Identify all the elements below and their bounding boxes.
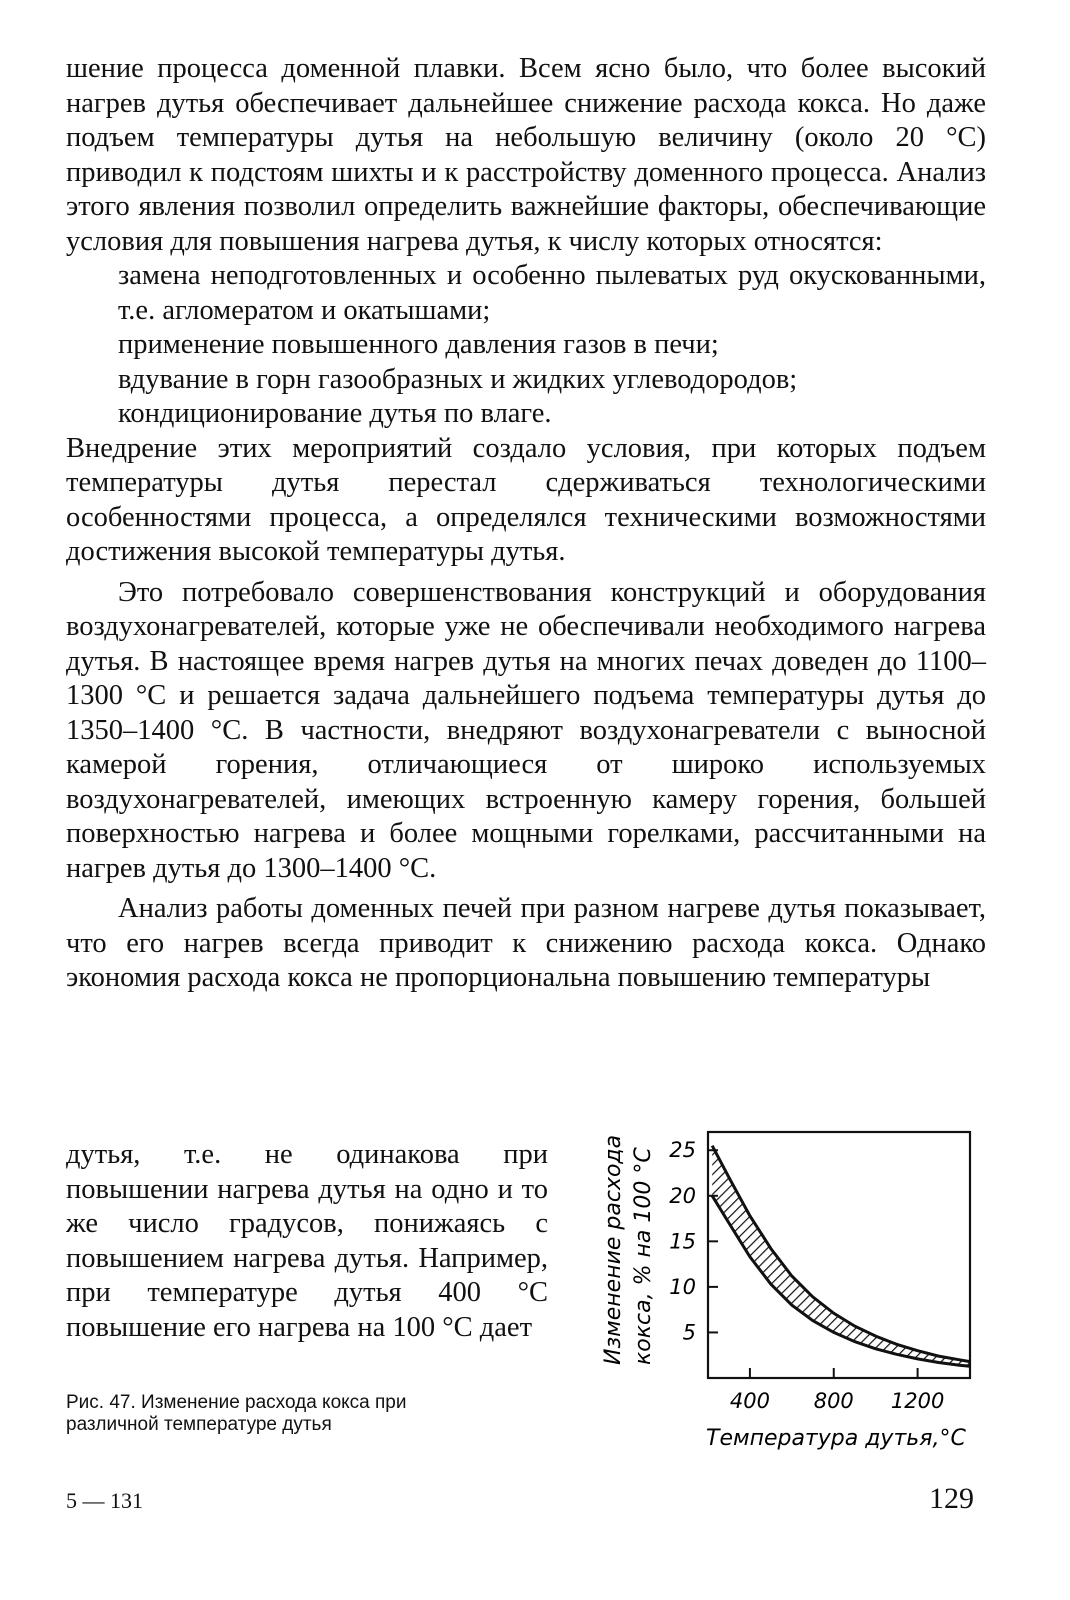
y-axis-label: кокса, % на 100 °С bbox=[631, 1147, 656, 1365]
paragraph-4: Анализ работы доменных печей при разном нагреве дутья показывает, что его нагрев всегда приводит к снижению расхода кокса. Однако экономия расхода кокса не пропорциональна повышению температуры bbox=[66, 893, 986, 993]
y-axis-label: Изменение расхода bbox=[601, 1134, 626, 1365]
list-item: вдувание в горн газообразных и жидких углеводородов; bbox=[118, 363, 798, 395]
y-tick-label: 25 bbox=[669, 1138, 696, 1163]
x-axis-label: Температура дутья,°С bbox=[706, 1426, 966, 1450]
paragraph-1: шение процесса доменной плавки. Всем ясно было, что более высокий нагрев дутья обеспечивает дальнейшее снижение расхода кокса. Но даже подъем температуры дутья на небольшую величину (около 20 °С) приводил к подстоям шихты и к расстройству доменного процесса. Анализ этого явления позволил определить важнейшие факторы, обеспечивающие условия для повышения нагрева дутья, к числу которых относятся: bbox=[66, 53, 986, 257]
figure-caption: Рис. 47. Изменение расхода кокса при различной температуре дутья bbox=[66, 1392, 407, 1435]
figure-47 bbox=[588, 1120, 988, 1450]
x-tick-label: 1200 bbox=[890, 1389, 945, 1413]
y-tick-label: 5 bbox=[682, 1320, 696, 1345]
list-item: замена неподготовленных и особенно пылеватых руд окускованными, т.е. агломератом и окатышами; bbox=[118, 260, 986, 326]
list-item: кондиционирование дутья по влаге. bbox=[118, 398, 552, 429]
wrapped-text-column bbox=[66, 1138, 548, 1345]
x-tick-label: 800 bbox=[813, 1389, 854, 1413]
paragraph-5: дутья, т.е. не одинакова при повышении нагрева дутья на одно и то же число градусов, понижаясь с повышением нагрева дутья. Например, при температуре дутья 400 °С повышение его нагрева на 100 °С дает bbox=[66, 1139, 548, 1343]
main-text bbox=[66, 52, 986, 996]
y-tick-label: 20 bbox=[669, 1183, 696, 1208]
printer-signature: 5 — 131 bbox=[66, 1488, 143, 1513]
y-tick-label: 15 bbox=[669, 1229, 696, 1254]
coke-consumption-chart bbox=[588, 1120, 988, 1450]
paragraph-3: Это потребовало совершенствования конструкций и оборудования воздухонагревателей, которые уже не обеспечивали необходимого нагрева дутья. В настоящее время нагрев дутья на многих печах доведен до 1100–1300 °С и решается задача дальнейшего подъема температуры дутья до 1350–1400 °С. В частности, внедряют воздухонагреватели с выносной камерой горения, отличающиеся от широко используемых воздухонагревателей, имеющих встроенную камеру горения, большей поверхностью нагрева и более мощными горелками, рассчитанными на нагрев дутья до 1300–1400 °С. bbox=[66, 576, 986, 884]
list-item: применение повышенного давления газов в печи; bbox=[118, 329, 719, 360]
y-tick-label: 10 bbox=[669, 1274, 696, 1299]
x-tick-label: 400 bbox=[729, 1389, 770, 1413]
paragraph-2: Внедрение этих мероприятий создало условия, при которых подъем температуры дутья перестал сдерживаться технологическими особенностями процесса, а определялся техническими возможностями достижения высокой температуры дутья. bbox=[66, 432, 986, 567]
page-number: 129 bbox=[929, 1482, 974, 1515]
